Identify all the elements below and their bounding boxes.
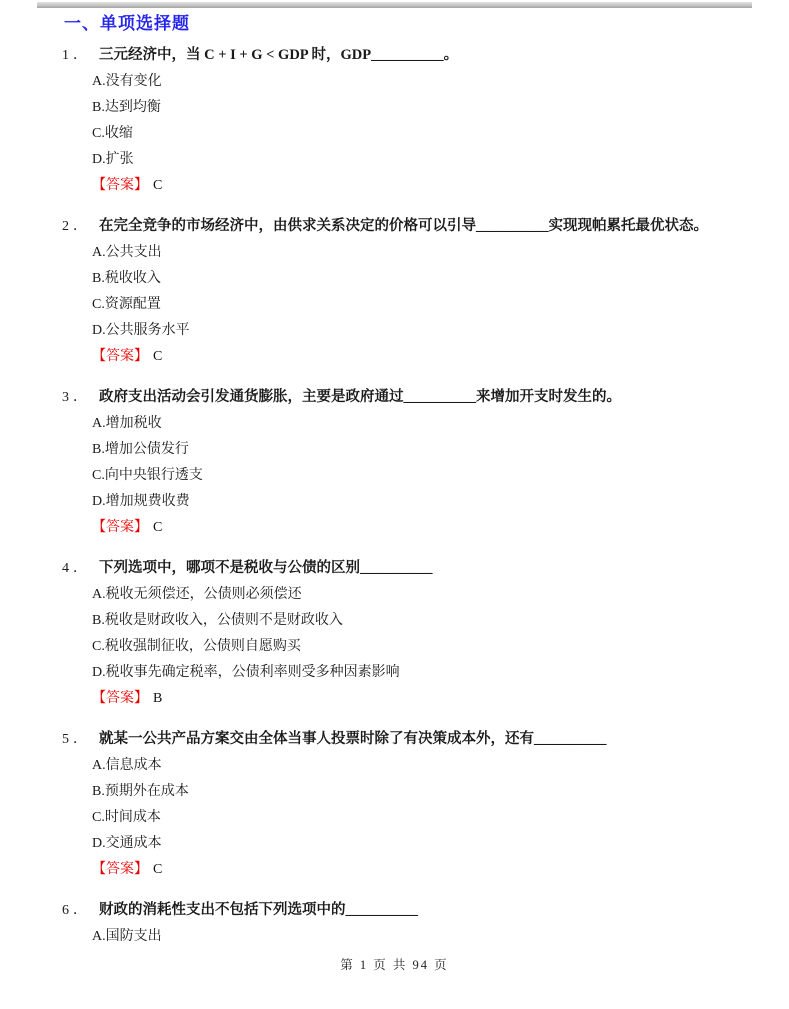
question-text: 就某一公共产品方案交由全体当事人投票时除了有决策成本外，还有__________ <box>99 731 607 747</box>
option-b: B.增加公债发行 <box>92 442 189 457</box>
page-content <box>62 12 762 950</box>
question-number: 5． <box>62 732 91 747</box>
option-c: C.时间成本 <box>92 810 161 825</box>
option-d: D.扩张 <box>92 152 134 167</box>
answer-value: B <box>153 691 163 706</box>
option-a: A.增加税收 <box>92 416 162 431</box>
question-stem <box>62 42 762 69</box>
question-number: 1． <box>62 48 91 63</box>
option-a: A.没有变化 <box>92 74 162 89</box>
question-stem <box>62 384 762 411</box>
option-b: B.预期外在成本 <box>92 784 189 799</box>
answer-value: C <box>153 349 163 364</box>
answer-label: 【答案】 <box>92 178 148 193</box>
question-stem <box>62 555 762 582</box>
page-top-divider <box>37 2 752 8</box>
answer-line <box>92 344 762 370</box>
question-text: 财政的消耗性支出不包括下列选项中的__________ <box>99 902 418 918</box>
question-text: 在完全竞争的市场经济中，由供求关系决定的价格可以引导__________实现现帕累托最优状态。 <box>99 218 708 234</box>
answer-label: 【答案】 <box>92 862 148 877</box>
option-d: D.税收事先确定税率，公债利率则受多种因素影响 <box>92 665 400 680</box>
question-number: 4． <box>62 561 91 576</box>
question-text: 下列选项中，哪项不是税收与公债的区别__________ <box>99 560 433 576</box>
question-3 <box>62 384 762 541</box>
option-a: A.税收无须偿还，公债则必须偿还 <box>92 587 302 602</box>
answer-value: C <box>153 178 163 193</box>
option-c: C.收缩 <box>92 126 133 141</box>
option-d: D.交通成本 <box>92 836 162 851</box>
question-1 <box>62 42 762 199</box>
option-b: B.税收收入 <box>92 271 161 286</box>
option-a: A.国防支出 <box>92 929 162 944</box>
question-stem <box>62 897 762 924</box>
option-a: A.公共支出 <box>92 245 162 260</box>
answer-value: C <box>153 862 163 877</box>
question-number: 3． <box>62 390 91 405</box>
option-a: A.信息成本 <box>92 758 162 773</box>
question-text: 三元经济中，当 C + I + G < GDP 时，GDP__________。 <box>99 47 459 63</box>
answer-label: 【答案】 <box>92 691 148 706</box>
answer-line <box>92 173 762 199</box>
question-stem <box>62 726 762 753</box>
option-c: C.税收强制征收，公债则自愿购买 <box>92 639 301 654</box>
option-b: B.达到均衡 <box>92 100 161 115</box>
option-c: C.资源配置 <box>92 297 161 312</box>
question-4 <box>62 555 762 712</box>
option-b: B.税收是财政收入，公债则不是财政收入 <box>92 613 343 628</box>
question-number: 6． <box>62 903 91 918</box>
question-5 <box>62 726 762 883</box>
question-2 <box>62 213 762 370</box>
answer-label: 【答案】 <box>92 520 148 535</box>
option-d: D.增加规费收费 <box>92 494 190 509</box>
answer-line <box>92 857 762 883</box>
question-number: 2． <box>62 219 91 234</box>
question-stem <box>62 213 762 240</box>
question-text: 政府支出活动会引发通货膨胀，主要是政府通过__________来增加开支时发生的。 <box>99 389 621 405</box>
section-title: 一、单项选择题 <box>64 14 190 33</box>
answer-line <box>92 515 762 541</box>
answer-label: 【答案】 <box>92 349 148 364</box>
answer-line <box>92 686 762 712</box>
answer-value: C <box>153 520 163 535</box>
option-c: C.向中央银行透支 <box>92 468 203 483</box>
page-footer: 第 1 页 共 94 页 <box>340 958 449 972</box>
option-d: D.公共服务水平 <box>92 323 190 338</box>
question-6 <box>62 897 762 950</box>
